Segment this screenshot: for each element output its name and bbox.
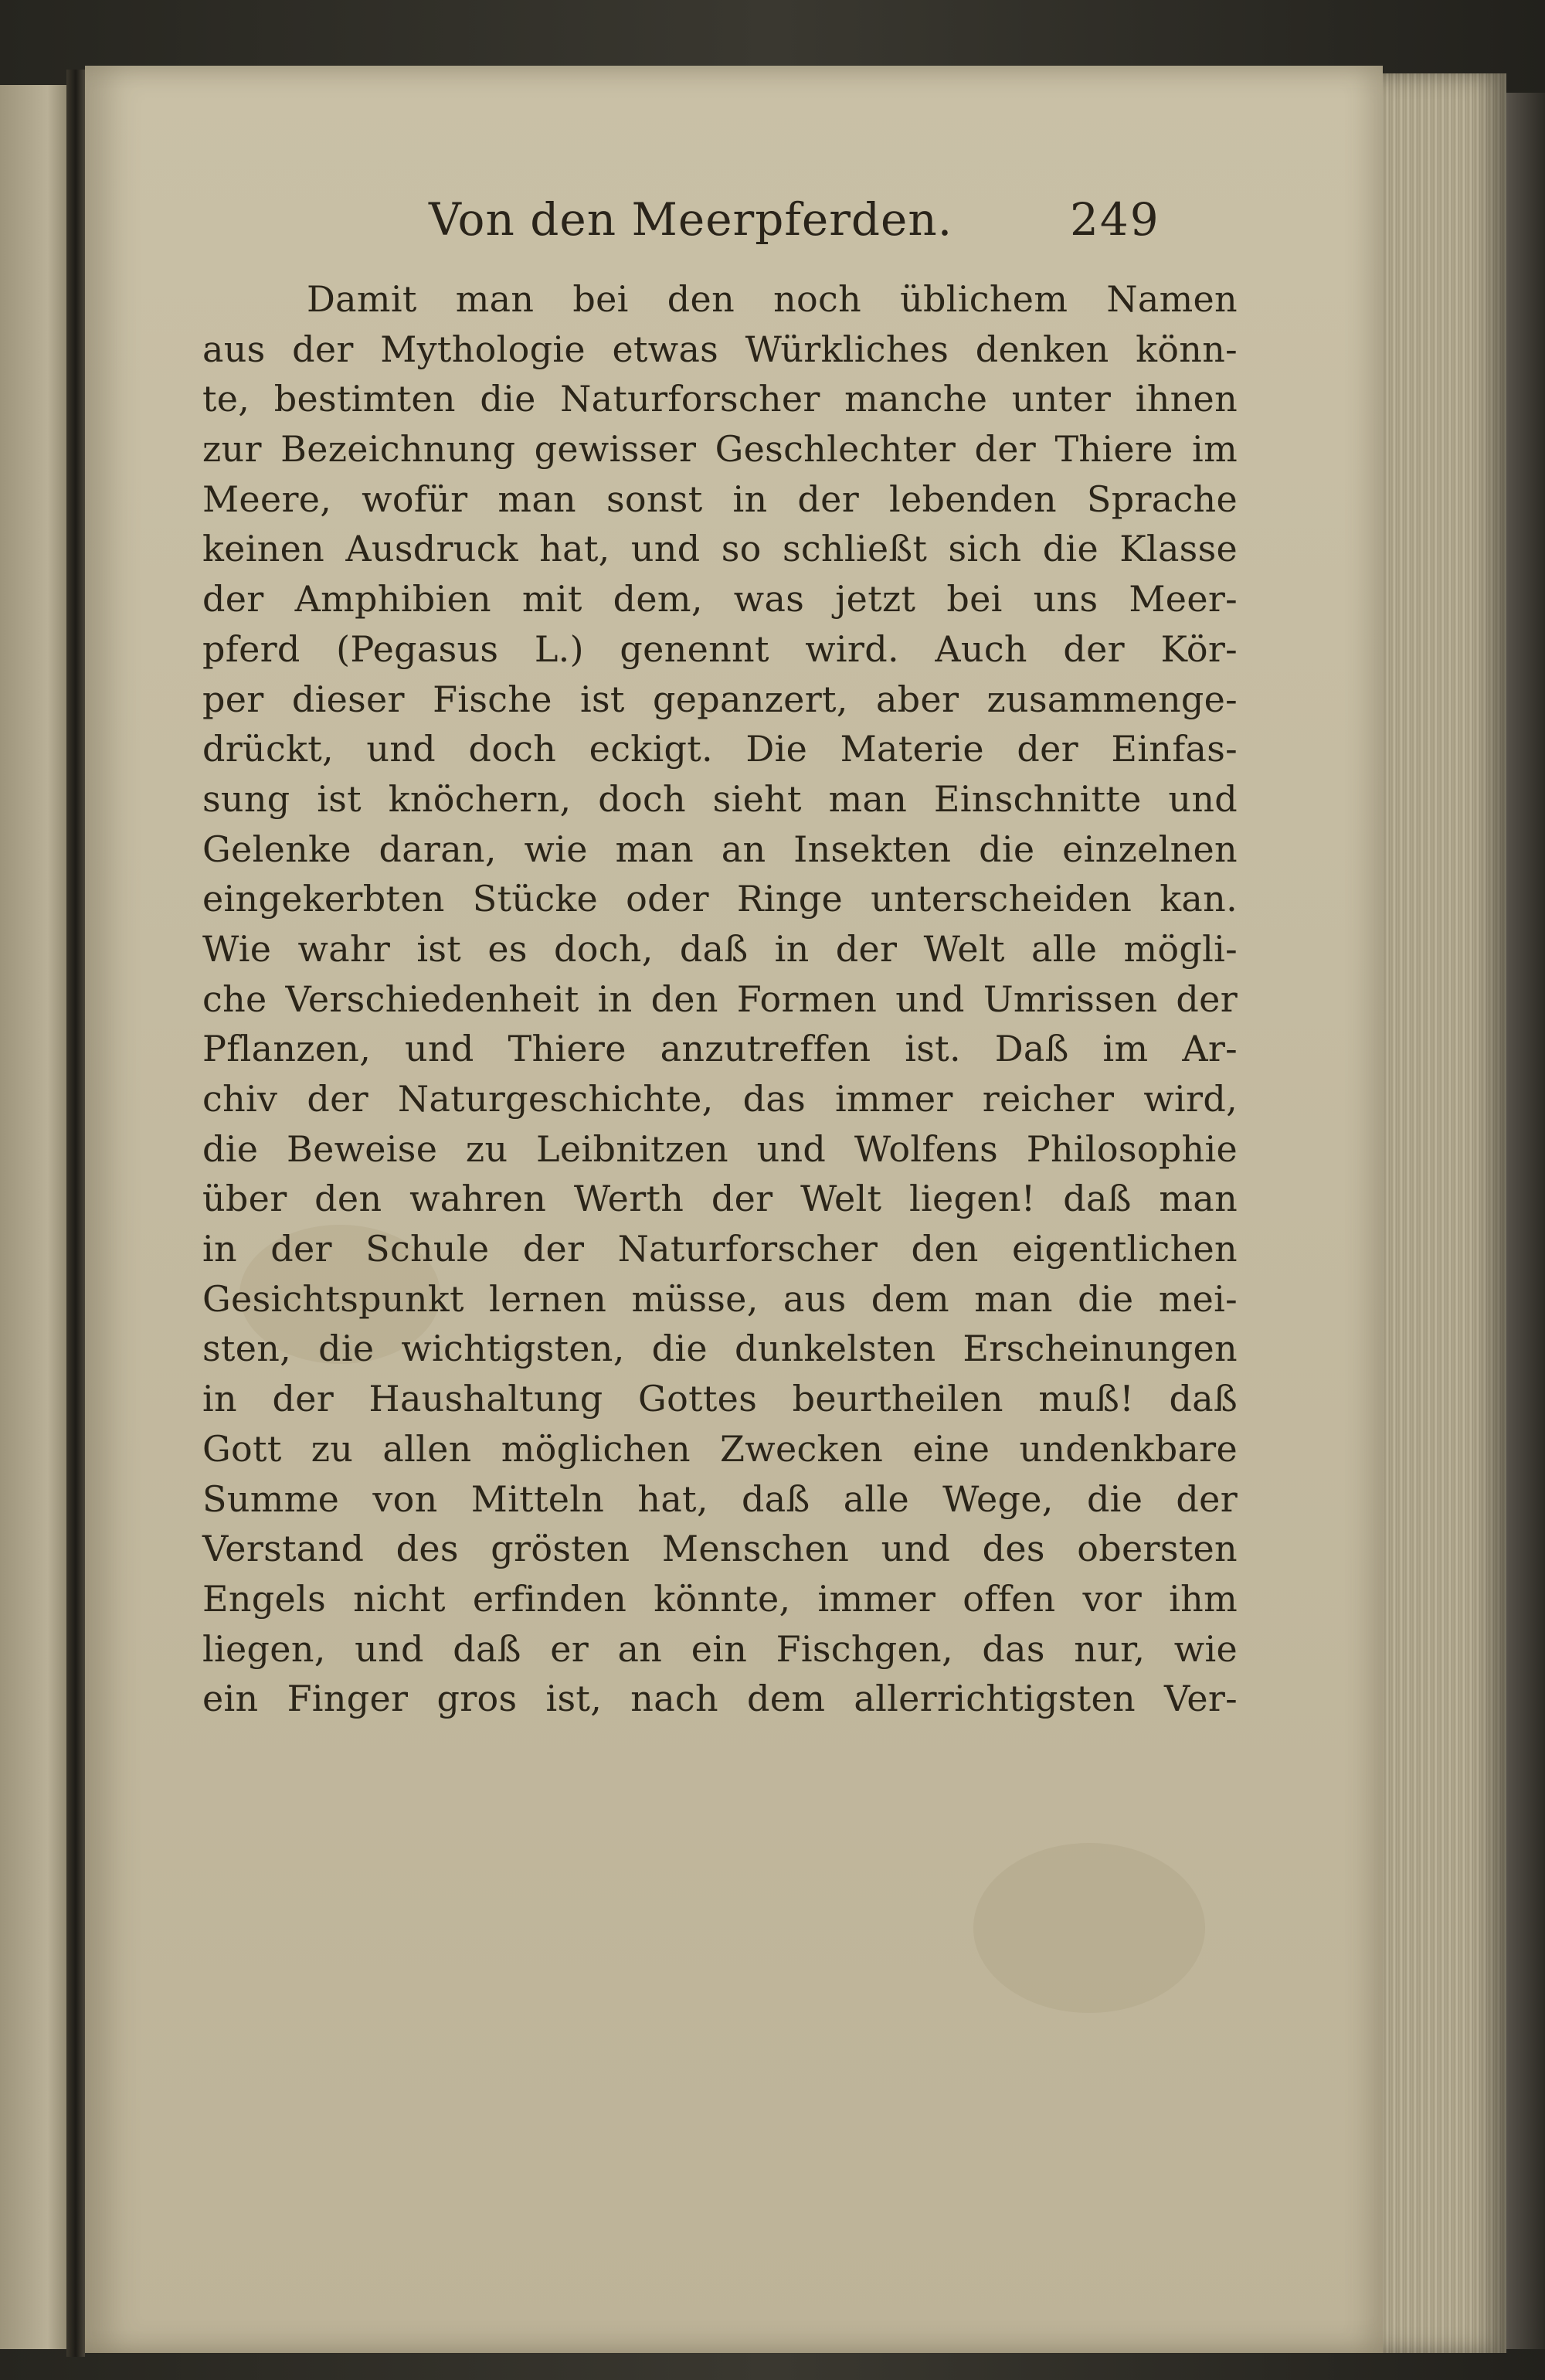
text-line: ein Finger gros ist, nach dem allerrichtigsten Ver- <box>202 1678 1238 1720</box>
text-line: der Amphibien mit dem, was jetzt bei uns Meer- <box>202 578 1238 620</box>
text-line: Meere, wofür man sonst in der lebenden Sprache <box>202 478 1238 520</box>
text-line: sten, die wichtigsten, die dunkelsten Erscheinungen <box>202 1328 1238 1370</box>
text-line: Engels nicht erfinden könnte, immer offen vor ihm <box>202 1577 1238 1620</box>
book-gutter <box>66 70 85 2357</box>
body-text <box>202 274 1238 1724</box>
text-line: Wie wahr ist es doch, daß in der Welt alle mögli- <box>202 927 1238 970</box>
text-line: Pflanzen, und Thiere anzutreffen ist. Daß im Ar- <box>202 1028 1238 1070</box>
text-line: zur Bezeichnung gewisser Geschlechter der Thiere im <box>202 428 1238 471</box>
left-page-edge <box>0 85 68 2349</box>
text-line: in der Haushaltung Gottes beurtheilen muß! daß <box>202 1378 1238 1420</box>
text-line: eingekerbten Stücke oder Ringe unterscheiden kan. <box>202 878 1238 920</box>
text-line: Summe von Mitteln hat, daß alle Wege, die der <box>202 1477 1238 1520</box>
text-line: drückt, und doch eckigt. Die Materie der Einfas- <box>202 728 1238 770</box>
text-line: Gott zu allen möglichen Zwecken eine undenkbare <box>202 1427 1238 1470</box>
text-line: te, bestimten die Naturforscher manche unter ihnen <box>202 378 1238 420</box>
text-line: pferd (Pegasus L.) genennt wird. Auch der Kör- <box>202 627 1238 670</box>
text-line: Gelenke daran, wie man an Insekten die einzelnen <box>202 828 1238 870</box>
text-line: keinen Ausdruck hat, und so schließt sich die Klasse <box>202 528 1238 570</box>
text-line: chiv der Naturgeschichte, das immer reicher wird, <box>202 1078 1238 1120</box>
text-line: in der Schule der Naturforscher den eigentlichen <box>202 1228 1238 1270</box>
page-number: 249 <box>1070 193 1160 246</box>
running-head: Von den Meerpferden. <box>429 193 953 246</box>
text-line: per dieser Fische ist gepanzert, aber zusammenge- <box>202 678 1238 720</box>
text-line: che Verschiedenheit in den Formen und Umrissen der <box>202 978 1238 1020</box>
text-line: aus der Mythologie etwas Würkliches denken könn- <box>202 328 1238 370</box>
cover-edge <box>1506 93 1545 2349</box>
text-line: die Beweise zu Leibnitzen und Wolfens Philosophie <box>202 1127 1238 1170</box>
paper-stain <box>973 1843 1205 2013</box>
text-line: Verstand des grösten Menschen und des obersten <box>202 1528 1238 1570</box>
page-header <box>429 193 1201 255</box>
text-line: über den wahren Werth der Welt liegen! daß man <box>202 1178 1238 1220</box>
text-line: liegen, und daß er an ein Fischgen, das nur, wie <box>202 1627 1238 1670</box>
text-line: sung ist knöchern, doch sieht man Einschnitte und <box>202 777 1238 820</box>
page-edges <box>1383 73 1506 2353</box>
text-line: Gesichtspunkt lernen müsse, aus dem man die mei- <box>202 1277 1238 1320</box>
text-line: Damit man bei den noch üblichem Namen <box>307 278 1238 320</box>
